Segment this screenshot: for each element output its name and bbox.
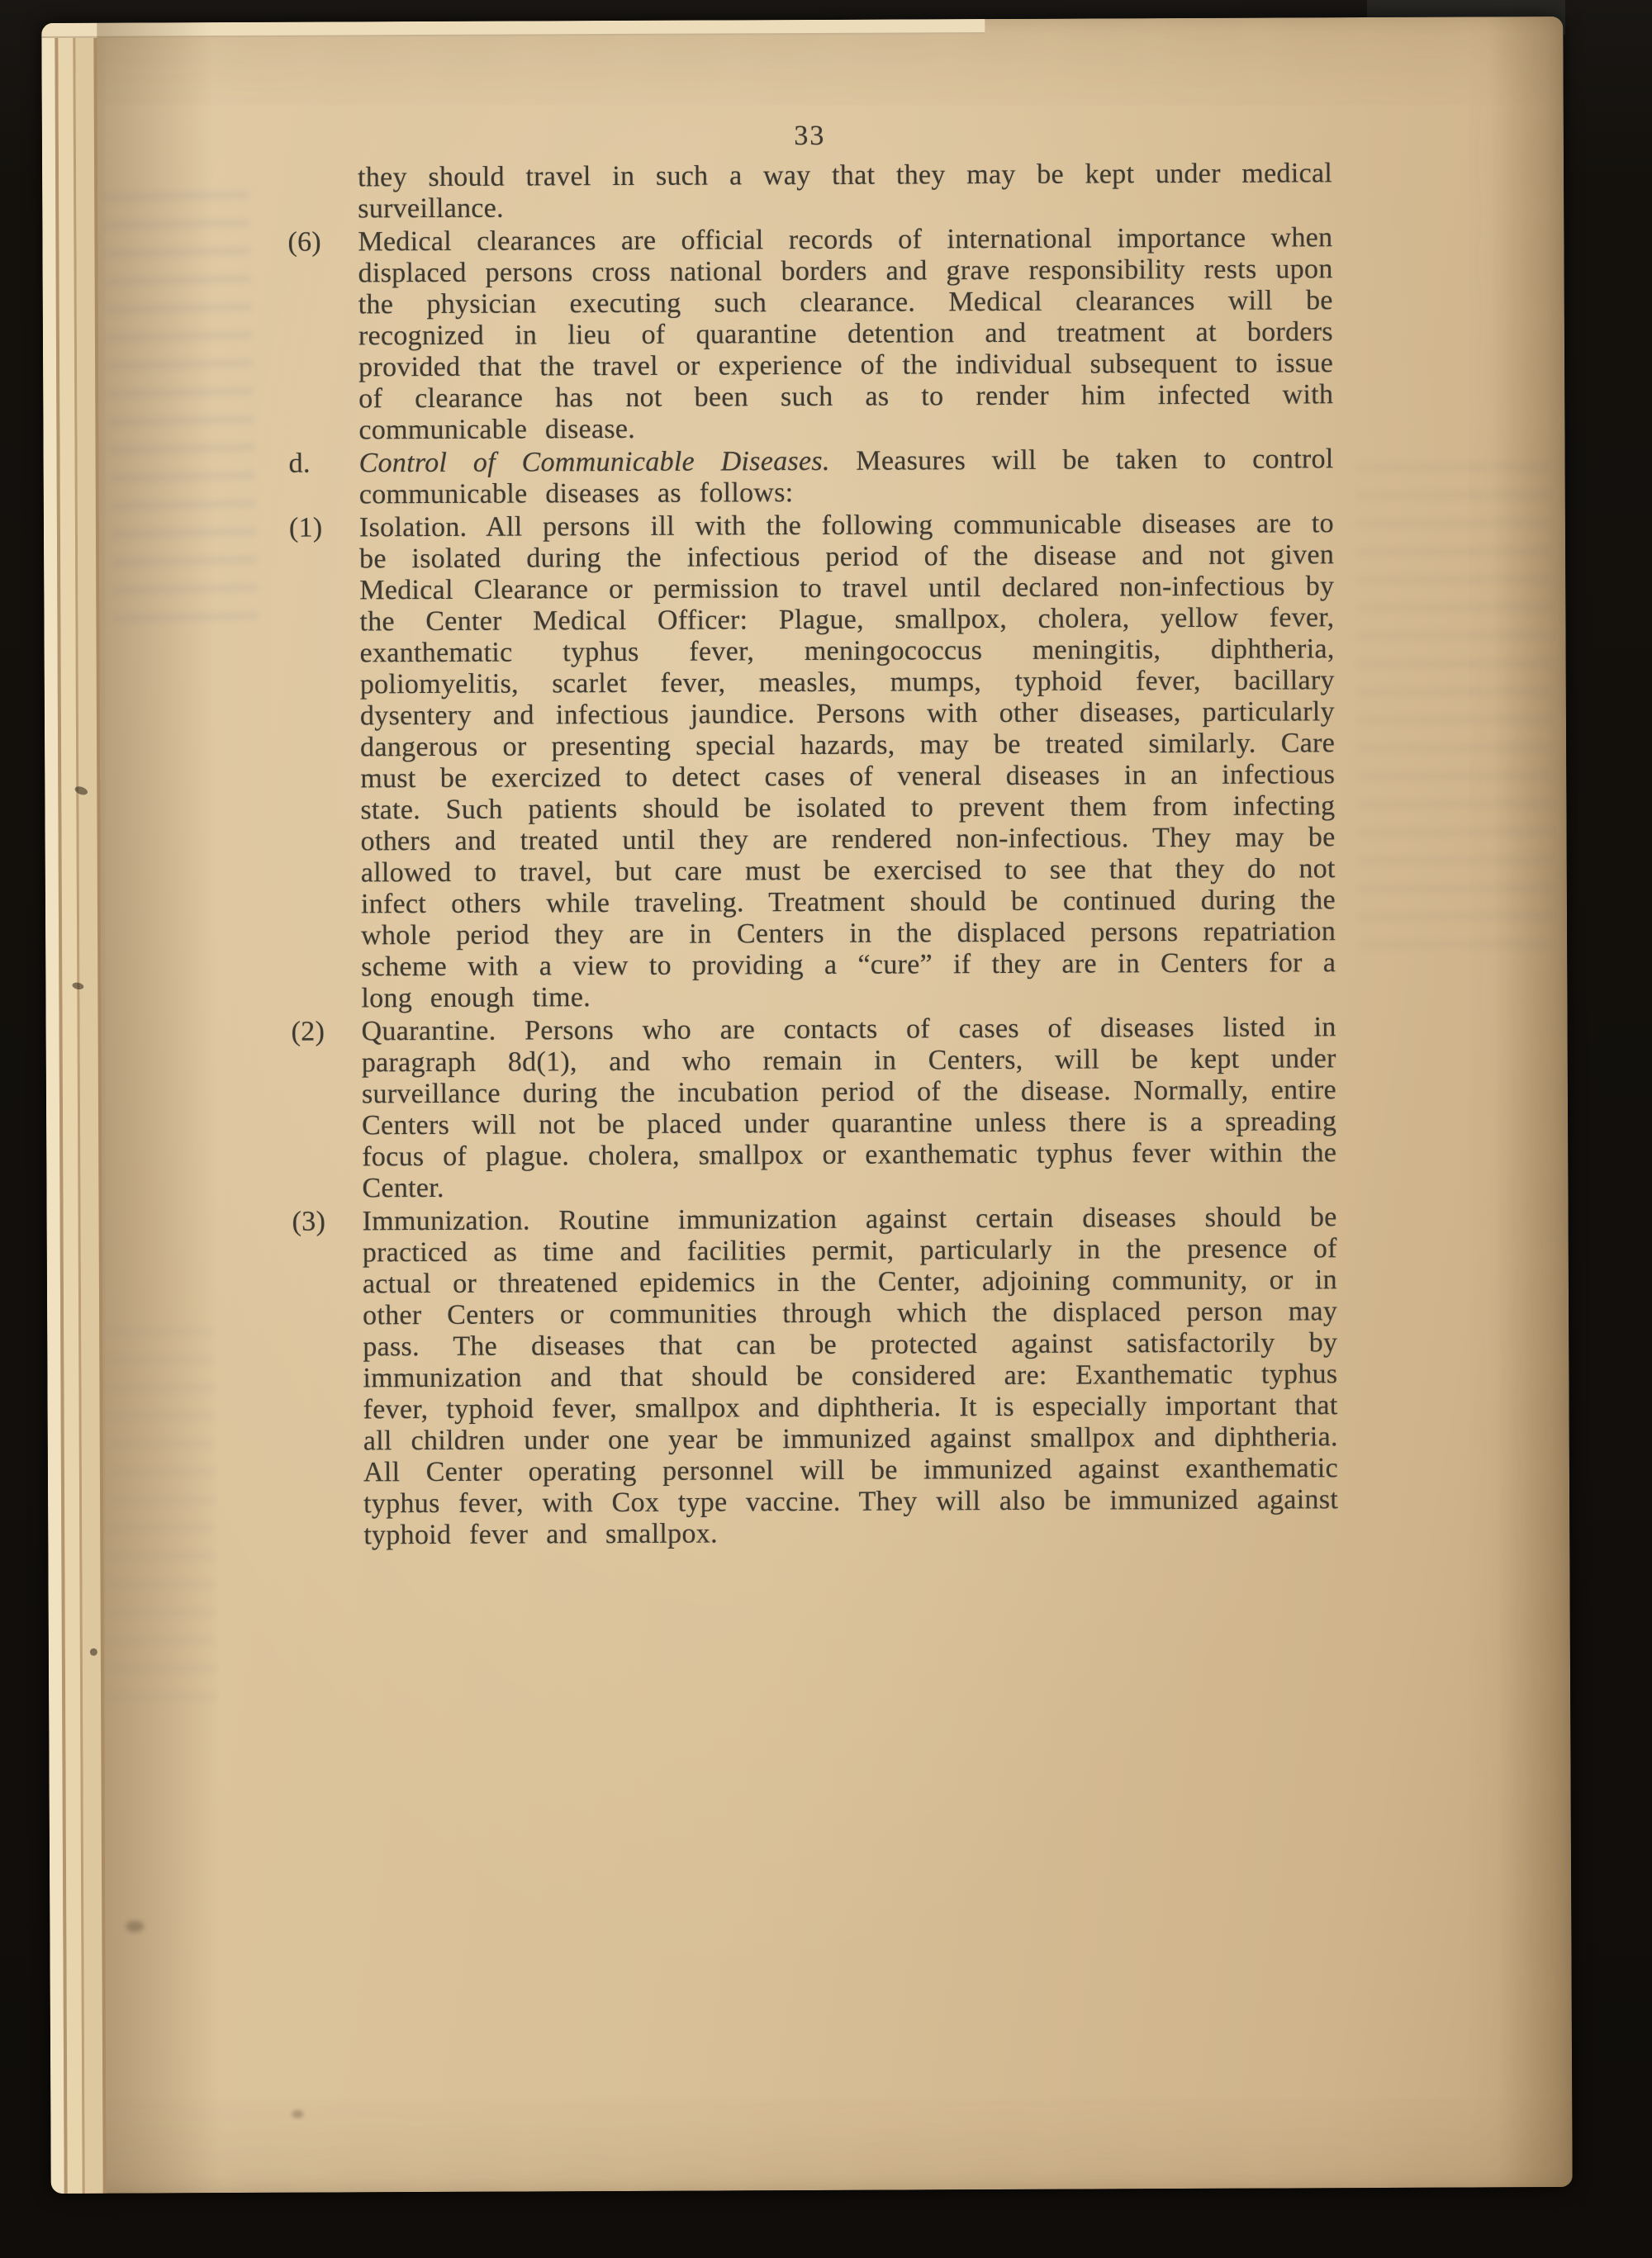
paragraph-item bbox=[287, 222, 1333, 447]
paragraph-text-body: Isolation. All persons ill with the following communicable diseases are to be isolated during the infectious period of the disease and not given Medical Clearance or permission to travel until declared non-infectious by the Center Medical Officer: Plague, smallpox, cholera, yellow fever, exanthematic typhus fever, meningococcus meningitis, diphtheria, poliomyelitis, scarlet fever, measles, mumps, typhoid fever, bacillary dysentery and infectious jaundice. Persons with other diseases, particularly dangerous or presenting special hazards, may be treated similarly. Care must be exercized to detect cases of veneral diseases in an infectious state. Such patients should be isolated to prevent them from infecting others and treated until they are rendered non-infectious. They may be allowed to travel, but care must be exercised to see that they do not infect others while traveling. Treatment should be continued during the whole period they are in Centers in the displaced persons repatriation scheme with a view to providing a “cure” if they are in Centers for a long enough time. bbox=[358, 508, 1336, 1014]
paragraph-text-body: Measures will be taken to control communicable diseases as follows: bbox=[358, 444, 1334, 510]
paragraph-text bbox=[359, 508, 1336, 1014]
paragraph-item bbox=[289, 444, 1334, 511]
paragraph-label bbox=[287, 162, 358, 225]
bleed-through-ghost bbox=[104, 190, 259, 639]
page-number: 33 bbox=[794, 120, 826, 152]
page-content bbox=[287, 118, 1339, 1554]
ink-smudge bbox=[292, 2110, 303, 2118]
paragraph-text-body: Quarantine. Persons who are contacts of cases of diseases listed in paragraph 8d(1), and who remain in Centers, will be kept under surveillance during the incubation period of the disease. Normally, entire Centers will not be placed under quarantine unless there is a spreading focus of plague. cholera, smallpox or exanthematic typhus fever within the Center. bbox=[361, 1012, 1337, 1204]
paragraph-label: (6) bbox=[287, 226, 322, 258]
paragraph-text bbox=[363, 1202, 1339, 1551]
paragraph-label: (3) bbox=[292, 1206, 326, 1237]
paragraph-text-body: they should travel in such a way that they may be kept under medical surveillance. bbox=[358, 158, 1333, 225]
bleed-through-ghost bbox=[107, 1327, 216, 1708]
paragraph-item bbox=[287, 158, 1332, 225]
paragraph-item bbox=[292, 1202, 1339, 1552]
paragraph-label: (2) bbox=[291, 1016, 325, 1047]
paragraph-label: (1) bbox=[288, 512, 323, 543]
page-right-vignette bbox=[1488, 17, 1572, 2187]
paragraph-item bbox=[292, 1012, 1337, 1205]
bleed-through-ghost bbox=[1357, 463, 1554, 959]
paragraph-text bbox=[362, 1012, 1337, 1204]
paragraph-text bbox=[359, 444, 1334, 510]
ink-smudge bbox=[126, 1921, 144, 1933]
paragraph-label: d. bbox=[288, 448, 311, 479]
paragraph-text bbox=[358, 222, 1333, 446]
paragraph-text-body: Immunization. Routine immunization against certain diseases should be practiced as time and facilities permit, particularly in the presence of actual or threatened epidemics in the Center, adjoining community, or in other Centers or communities through which the displaced person may pass. The diseases that can be protected against satisfactorily by immunization and that should be considered are: Exanthematic typhus fever, typhoid fever, smallpox and diphtheria. It is especially important that all children under one year be immunized against smallpox and diphtheria. All Center operating personnel will be immunized against exanthematic typhus fever, with Cox type vaccine. They will also be immunized against typhoid fever and smallpox. bbox=[362, 1202, 1339, 1551]
paragraph-text bbox=[358, 158, 1332, 225]
paragraph-item bbox=[289, 508, 1336, 1015]
ink-speck bbox=[90, 1648, 97, 1656]
paragraph-text-body: Medical clearances are official records of international importance when displaced persons cross national borders and grave responsibility rests upon the physician executing such clearance. Medical clearances will be recognized in lieu of quarantine detention and treatment at borders provided that the travel or experience of the individual subsequent to issue of clearance has not been such as to render him infected with communicable disease. bbox=[358, 222, 1334, 446]
paragraph-lead-italic: Control of Communicable Diseases. bbox=[358, 445, 830, 479]
book-page bbox=[41, 17, 1572, 2194]
